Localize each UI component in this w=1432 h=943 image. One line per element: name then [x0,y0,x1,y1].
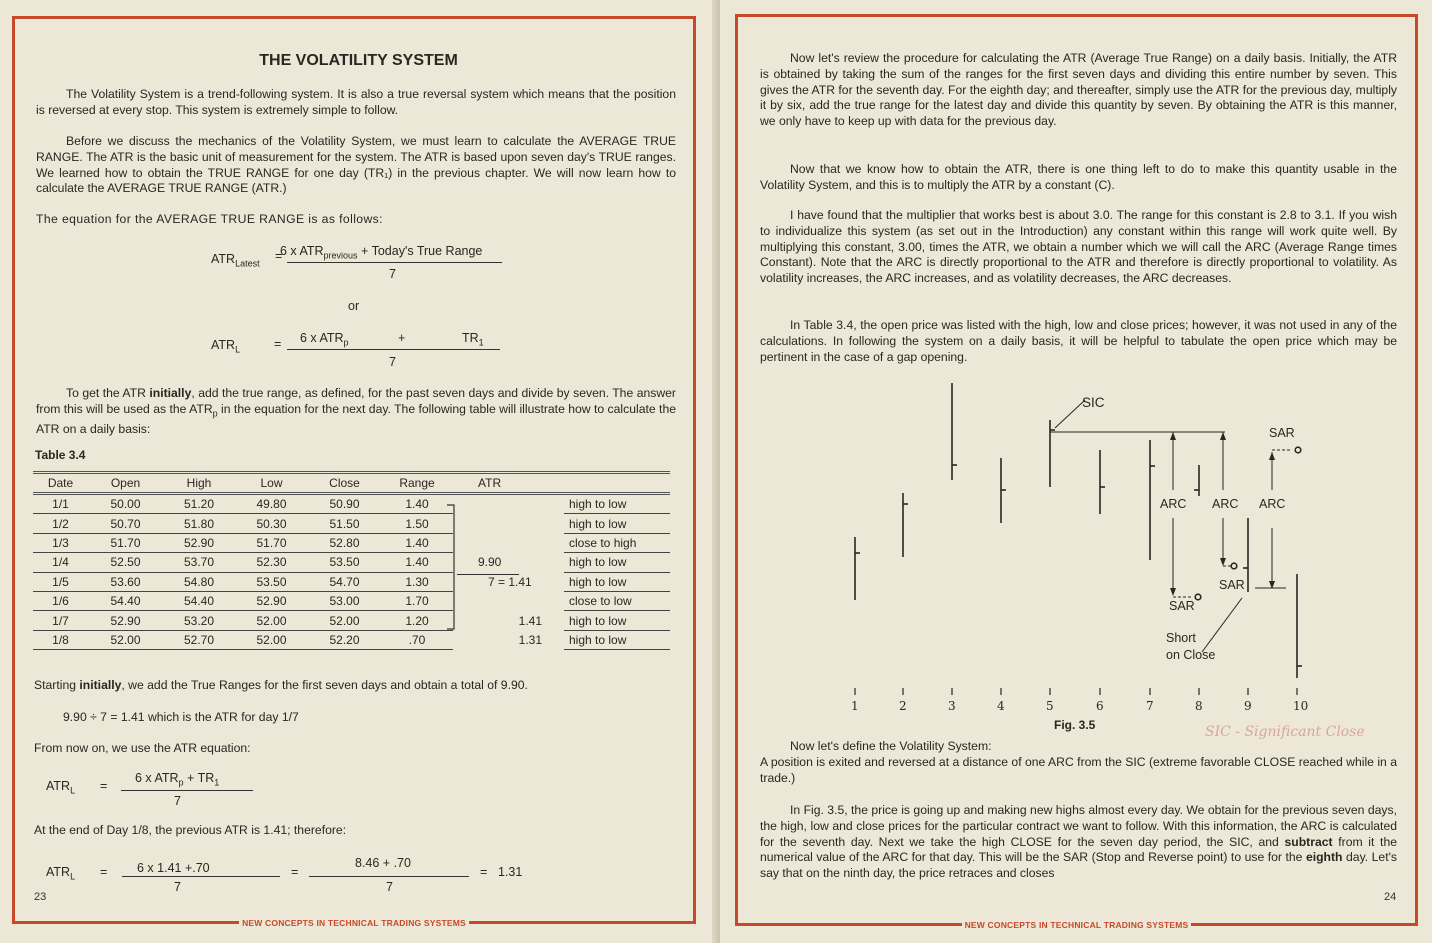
table-cell-atr: 9.90 [478,555,502,570]
eq1-numerator-a: 6 x ATR [280,244,324,258]
table-cell-high: 51.20 [163,494,235,514]
day-label: 1 [851,699,859,713]
figure-3-5 [720,0,1432,943]
p5-bold: initially [79,678,122,692]
eq4-equals-2: = [291,865,299,879]
day-label: 4 [997,699,1005,713]
figure-caption: Fig. 3.5 [1054,718,1096,732]
right-page-number: 24 [1384,891,1397,903]
p7-part-c: day. Let's say that on the ninth day, the price retraces and closes [760,850,1398,881]
atr-review-paragraph: Now let's review the procedure for calculating the ATR (Average True Range) on a daily basis. Initially, the ATR is obtained by taking the sum of the ranges for the first seven days and dividing this entire number by seven. This gives the ATR for the seventh day. For the eighth day; and thereafter, simply use the ATR for the previous day, multiply it by six, add the true range for the latest day and divide this quantity by seven. By obtaining the ATR is this manner, we only have to keep up with data for the previous day. [760,51,1397,129]
eq3-numerator-b: + TR [187,771,215,785]
arc-paragraph: I have found that the multiplier that works best is about 3.0. The range for this constant is 2.8 to 3.1. If you wish to individualize this system (as set out in the Introduction) any constant within this range will work quite well. By multiplying this constant, 3.00, times the ATR, we obtain a number which we will call the ARC (Average Range times Constant). Note that the ARC is directly proportional to the ATR and therefore is directly proportional to volatility. As volatility increases, the ARC increases, and as volatility decreases, the ARC decreases. [760,208,1397,286]
table-row [33,611,670,630]
eq1-denominator: 7 [389,267,396,281]
p7-part-a: In Fig. 3.5, the price is going up and making new highs almost every day. We obtain for the previous seven days, the high, low and close prices for the particular contract we want to follow. With this information, the ARC is calculated for the seventh day. Next we take the high CLOSE for the seven day period, the SIC, and [760,803,1397,849]
table-cell-open: 50.70 [88,514,163,533]
table-cell-note: high to low [564,630,670,649]
eq4-equals-1: = [100,865,108,879]
equation-intro: The equation for the AVERAGE TRUE RANGE is as follows: [36,212,383,226]
table-cell-atr: 1.41 [518,613,542,628]
day-label: 9 [1244,699,1252,713]
table-cell-date: 1/8 [33,630,88,649]
atr-division-line [457,574,519,575]
eq4-numerator-1: 6 x 1.41 +.70 [137,861,210,875]
eq2-numerator-sub: p [343,337,349,348]
table-row [33,514,670,533]
atr-intro-paragraph: Before we discuss the mechanics of the Volatility System, we must learn to calculate the AVERAGE TRUE RANGE. The ATR is the basic unit of measurement for the system. The ATR is based upon seven day's TRUE ranges. We learned how to obtain the TRUE RANGE for one day (TR₁) in the previous chapter. We will now learn how to calculate the AVERAGE TRUE RANGE (ATR.) [36,134,676,196]
eq1-fraction-bar [287,262,502,263]
eq3-fraction-bar [121,790,253,791]
eq2-denominator: 7 [389,355,396,369]
p5-part-b: , we add the True Ranges for the first seven days and obtain a total of 9.90. [121,678,528,692]
eq3-sub: L [70,785,76,796]
table-cell-open: 52.50 [88,553,163,572]
eq4-fraction-bar-2 [309,876,469,877]
table-cell-note: high to low [564,572,670,591]
table-cell-open: 51.70 [88,533,163,552]
table-cell-low: 52.00 [235,611,308,630]
day-label: 10 [1293,699,1309,713]
p7-part-b: from it the numerical value of the ARC for that day. This will be the SAR (Stop and Reverse point) to use for the [760,834,1398,865]
day-label: 8 [1195,699,1203,713]
table-cell-date: 1/5 [33,572,88,591]
col-header-low: Low [235,473,308,494]
table-row [33,591,670,610]
table-cell-close: 53.00 [308,591,381,610]
eq4-sub: L [70,871,76,882]
or-label: or [348,299,360,313]
table-cell-range: 1.30 [381,572,453,591]
table-cell-low: 52.90 [235,591,308,610]
table-3-4 [33,471,670,650]
p4-part-b: , add the true range, as defined, for the past seven days and divide by seven. The answer from this will be used as the ATR [36,386,676,416]
eq3-denominator: 7 [174,794,181,808]
p4-part-a: To get the ATR [66,386,146,400]
open-price-paragraph: In Table 3.4, the open price was listed with the high, low and close prices; however, it was not used in any of the calculations. In following the system on a daily basis, it will be helpful to tabulate the open price which may be pertinent in the case of a gap opening. [760,318,1397,364]
table-cell-close: 52.80 [308,533,381,552]
table-cell-range: 1.50 [381,514,453,533]
table-cell-low: 49.80 [235,494,308,514]
table-cell-date: 1/7 [33,611,88,630]
eq2-fraction-bar [287,349,500,350]
table-cell-high: 52.90 [163,533,235,552]
table-cell-high: 52.70 [163,630,235,649]
table-cell-low: 53.50 [235,572,308,591]
short-label: Short [1166,631,1196,645]
eq3-atr: ATR [46,779,71,793]
table-cell-low: 52.30 [235,553,308,572]
table-cell-range: 1.40 [381,494,453,514]
atr-calc-line: 9.90 ÷ 7 = 1.41 which is the ATR for day 1/7 [63,710,299,724]
day-label: 3 [948,699,956,713]
col-header-open: Open [88,473,163,494]
p7-bold-eighth: eighth [1305,850,1343,865]
table-cell-open: 50.00 [88,494,163,514]
sar-label-day-10: SAR [1269,426,1295,440]
table-cell-atr [453,514,564,533]
right-page [720,0,1432,943]
arc-label-3: ARC [1259,497,1286,511]
table-cell-close: 52.20 [308,630,381,649]
eq1-sub: Latest [235,258,260,269]
system-definition: A position is exited and reversed at a distance of one ARC from the SIC (extreme favorable CLOSE reached while in a trade.) [760,755,1397,785]
table-cell-note: close to high [564,533,670,552]
eq4-fraction-bar-1 [122,876,280,877]
table-cell-range: .70 [381,630,453,649]
eq2-equals: = [274,337,282,351]
eq4-numerator-2: 8.46 + .70 [355,856,411,870]
eq1-atr: ATR [211,252,236,266]
chapter-title: THE VOLATILITY SYSTEM [259,52,458,69]
table-cell-note: close to low [564,591,670,610]
table-row [33,533,670,552]
p7-bold-subtract: subtract [1284,834,1333,849]
eq1-equals: = [275,249,283,263]
eq2-atr: ATR [211,338,236,352]
col-header-high: High [163,473,235,494]
eq4-result: 1.31 [498,865,523,879]
table-row [33,630,670,649]
table-cell-close: 54.70 [308,572,381,591]
table-cell-close: 51.50 [308,514,381,533]
p5-part-a: Starting [34,678,77,692]
arc-label-1: ARC [1160,497,1187,511]
handwritten-note: SIC - Significant Close [1205,724,1365,740]
col-header-range: Range [381,473,453,494]
table-cell-high: 53.20 [163,611,235,630]
table-cell-low: 50.30 [235,514,308,533]
p4-part-c: in the equation for the next day. The following table will illustrate how to calculate the ATR on a daily basis: [36,401,676,437]
table-row [33,553,670,572]
table-cell-atr [453,533,564,552]
day-label: 5 [1046,699,1054,713]
eq2-sub: L [235,344,241,355]
initial-atr-paragraph [36,386,676,438]
intro-paragraph: The Volatility System is a trend-following system. It is also a true reversal system which means that the position is reversed at every stop. This system is extremely simple to follow. [36,87,676,117]
on-close-label: on Close [1166,648,1216,662]
table-cell-note: high to low [564,494,670,514]
table-cell-range: 1.40 [381,533,453,552]
col-header-date: Date [33,473,88,494]
table-cell-date: 1/1 [33,494,88,514]
table-cell-open: 54.40 [88,591,163,610]
table-cell-open: 52.90 [88,611,163,630]
table-cell-open: 52.00 [88,630,163,649]
constant-paragraph: Now that we know how to obtain the ATR, there is one thing left to do to make this quantity usable in the Volatility System, and this is to multiply the ATR by a constant (C). [760,162,1397,192]
eq2-tr: TR [462,331,479,345]
table-cell-high: 53.70 [163,553,235,572]
sar-label-day-9: SAR [1219,578,1245,592]
eq2-tr-sub: 1 [478,337,484,348]
left-page-number: 23 [34,891,47,903]
p4-bold: initially [149,386,192,400]
arc-label-2: ARC [1212,497,1239,511]
day-label: 6 [1096,699,1104,713]
eq1-numerator-b: + Today's True Range [361,244,483,258]
figure-3-5-drawing [720,0,1432,943]
day-label: 7 [1146,699,1154,713]
eq2-plus: + [398,331,406,345]
table-cell-high: 54.40 [163,591,235,610]
table-cell-open: 53.60 [88,572,163,591]
atr-equation-intro: From now on, we use the ATR equation: [34,741,251,755]
eq4-equals-3: = [480,865,488,879]
eq3-equals: = [100,779,108,793]
table-header-row [33,473,670,494]
table-cell-atr: 7 = 1.41 [488,574,532,589]
left-footer [12,915,696,927]
range-sum-bracket [445,503,459,633]
table-cell-close: 53.50 [308,553,381,572]
table-cell-range: 1.40 [381,553,453,572]
table-cell-close: 52.00 [308,611,381,630]
table-cell-date: 1/3 [33,533,88,552]
table-cell-range: 1.70 [381,591,453,610]
table-cell-low: 51.70 [235,533,308,552]
table-cell-date: 1/6 [33,591,88,610]
eq3-numerator-sub2: 1 [214,777,220,788]
table-cell-note: high to low [564,514,670,533]
col-header-close: Close [308,473,381,494]
table-cell-high: 54.80 [163,572,235,591]
col-header-note [564,473,670,494]
table-cell-date: 1/4 [33,553,88,572]
define-system-line: Now let's define the Volatility System: [790,739,992,753]
table-cell-note: high to low [564,553,670,572]
eq3-numerator-a: 6 x ATR [135,771,179,785]
sar-label-day-8: SAR [1169,599,1195,613]
table-caption: Table 3.4 [35,448,86,462]
table-cell-note: high to low [564,611,670,630]
starting-paragraph [34,678,674,694]
table-cell-date: 1/2 [33,514,88,533]
eq4-denominator-1: 7 [174,880,181,894]
table-cell-range: 1.20 [381,611,453,630]
day-label: 2 [899,699,907,713]
table-cell-atr [453,494,564,514]
p4-sub: p [212,408,218,419]
eq2-numerator-a: 6 x ATR [300,331,344,345]
table-cell-atr [453,591,564,610]
eq4-denominator-2: 7 [386,880,393,894]
table-cell-atr: 1.31 [518,632,542,647]
col-header-atr: ATR [453,473,564,494]
eq4-atr: ATR [46,865,71,879]
left-footer-text: NEW CONCEPTS IN TECHNICAL TRADING SYSTEMS [239,918,469,928]
table-cell-high: 51.80 [163,514,235,533]
table-row [33,572,670,591]
fig-explanation-paragraph [760,803,1397,882]
right-footer-text: NEW CONCEPTS IN TECHNICAL TRADING SYSTEMS [962,920,1192,930]
eq3-numerator-sub: p [178,777,184,788]
eq1-numerator-sub: previous [323,250,358,261]
sic-label: SIC [1082,395,1105,410]
table-row [33,494,670,514]
table-cell-close: 50.90 [308,494,381,514]
table-cell-low: 52.00 [235,630,308,649]
day-1-8-paragraph: At the end of Day 1/8, the previous ATR is 1.41; therefore: [34,823,347,837]
